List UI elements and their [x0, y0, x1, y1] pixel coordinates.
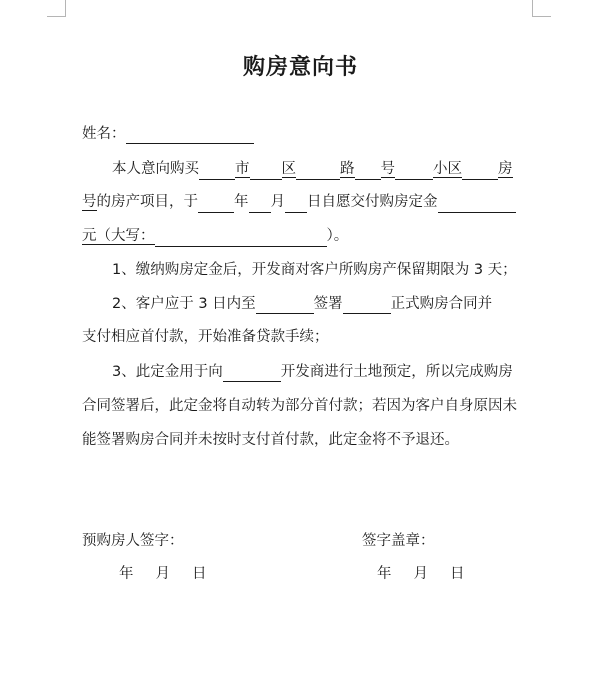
blank-sign-location[interactable]	[256, 297, 314, 314]
blank-number[interactable]	[355, 163, 381, 180]
buyer-signature-label: 预购房人签字：	[82, 533, 184, 549]
clause-3-a: 3、此定金用于向	[112, 364, 223, 380]
blank-room[interactable]	[462, 163, 498, 180]
clause-3-line-2: 合同签署后，此定金将自动转为部分首付款；若因为客户自身原因未	[82, 398, 517, 414]
blank-day[interactable]	[285, 196, 307, 213]
year-label: 年	[234, 194, 249, 210]
seal-date-month: 月	[413, 566, 428, 582]
intent-line-1	[112, 159, 513, 180]
document-title: 购房意向书	[242, 55, 358, 80]
seal-date-day: 日	[450, 566, 465, 582]
buyer-date	[119, 564, 207, 584]
clause-2-c: 正式购房合同并	[390, 296, 493, 312]
page-corner-mark-left	[47, 0, 66, 17]
clause-3-line-1	[112, 362, 513, 382]
number-label: 号	[380, 161, 395, 177]
blank-sign-party[interactable]	[343, 297, 391, 314]
clause-3-b: 开发商进行土地预定，所以完成购房	[280, 364, 513, 380]
clause-2-a: 2、客户应于 3 日内至	[112, 296, 256, 312]
blank-developer[interactable]	[223, 365, 281, 382]
blank-district[interactable]	[250, 163, 282, 180]
month-label: 月	[270, 194, 285, 210]
amount-close: ）。	[326, 228, 349, 244]
project-text: 的房产项目，于	[96, 194, 198, 210]
deposit-text: 日自愿交付购房定金	[307, 194, 438, 210]
district-label: 区	[281, 161, 296, 177]
seal-date	[377, 564, 465, 584]
blank-month[interactable]	[249, 196, 271, 213]
clause-3-line-3: 能签署购房合同并未按时支付首付款，此定金将不予退还。	[82, 432, 459, 448]
blank-deposit-amount[interactable]	[438, 196, 516, 213]
blank-year[interactable]	[198, 196, 234, 213]
intent-intro: 本人意向购买	[112, 161, 199, 177]
community-label: 小区	[433, 161, 462, 177]
buyer-date-day: 日	[192, 566, 207, 582]
buyer-date-year: 年	[119, 566, 134, 582]
name-line	[82, 124, 254, 144]
blank-community[interactable]	[395, 163, 433, 180]
name-blank[interactable]	[126, 127, 254, 144]
blank-amount-uppercase[interactable]	[155, 230, 327, 247]
page-corner-mark-right	[532, 0, 551, 17]
city-label: 市	[235, 161, 250, 177]
buyer-date-month: 月	[155, 566, 170, 582]
name-label: 姓名：	[82, 126, 126, 142]
room-label: 房	[498, 161, 513, 177]
blank-city[interactable]	[199, 163, 235, 180]
clause-2-b: 签署	[313, 296, 343, 312]
seal-signature-label: 签字盖章：	[362, 533, 435, 549]
clause-2-line-2: 支付相应首付款，开始准备贷款手续；	[82, 329, 329, 345]
clause-2-line-1	[112, 294, 492, 314]
seal-date-year: 年	[377, 566, 392, 582]
road-label: 路	[340, 161, 355, 177]
intent-line-2	[82, 192, 516, 213]
blank-road[interactable]	[296, 163, 340, 180]
intent-line-3	[82, 226, 348, 247]
amount-uppercase-label: 元（大写：	[82, 228, 155, 244]
clause-1: 1、缴纳购房定金后，开发商对客户所购房产保留期限为 3 天；	[112, 262, 517, 278]
room-number-label: 号	[82, 194, 97, 210]
